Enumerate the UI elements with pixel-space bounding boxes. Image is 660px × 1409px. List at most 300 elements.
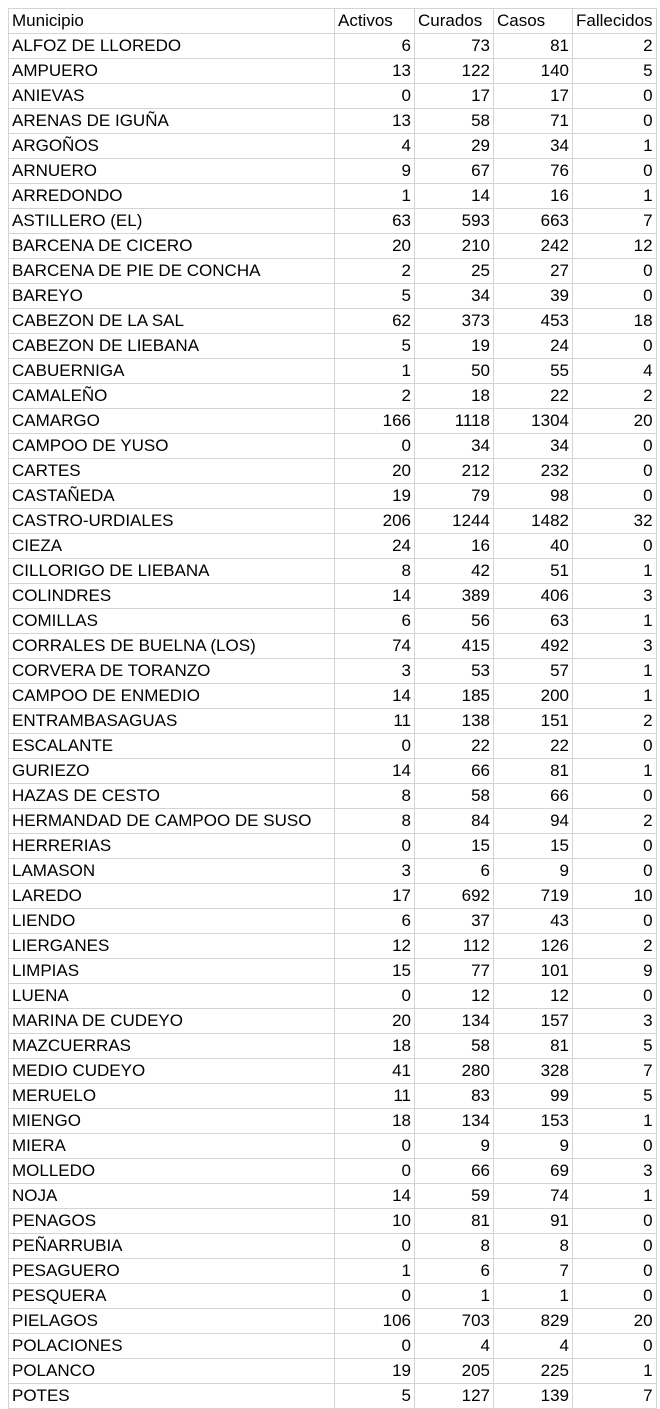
- cell-casos[interactable]: 200: [494, 684, 573, 709]
- table-row: [9, 1059, 657, 1084]
- cell-casos[interactable]: 22: [494, 734, 573, 759]
- cell-activos[interactable]: 20: [335, 1009, 415, 1034]
- cell-casos[interactable]: 17: [494, 84, 573, 109]
- cell-activos[interactable]: 1: [335, 184, 415, 209]
- cell-casos[interactable]: 1: [494, 1284, 573, 1309]
- cell-fallecidos[interactable]: 0: [573, 434, 657, 459]
- cell-curados[interactable]: 42: [415, 559, 494, 584]
- cell-fallecidos[interactable]: 20: [573, 409, 657, 434]
- cell-casos[interactable]: 63: [494, 609, 573, 634]
- cell-casos[interactable]: 492: [494, 634, 573, 659]
- cell-casos[interactable]: 16: [494, 184, 573, 209]
- table-row: [9, 909, 657, 934]
- cell-fallecidos[interactable]: 7: [573, 1384, 657, 1409]
- cell-fallecidos[interactable]: 0: [573, 1334, 657, 1359]
- cell-curados[interactable]: 415: [415, 634, 494, 659]
- cell-activos[interactable]: 11: [335, 1084, 415, 1109]
- cell-municipio[interactable]: CILLORIGO DE LIEBANA: [9, 559, 335, 584]
- cell-municipio[interactable]: HERRERIAS: [9, 834, 335, 859]
- table-row: [9, 1209, 657, 1234]
- cell-activos[interactable]: 0: [335, 1334, 415, 1359]
- cell-fallecidos[interactable]: 3: [573, 1159, 657, 1184]
- cell-casos[interactable]: 140: [494, 59, 573, 84]
- cell-casos[interactable]: 94: [494, 809, 573, 834]
- cell-casos[interactable]: 39: [494, 284, 573, 309]
- cell-fallecidos[interactable]: 0: [573, 459, 657, 484]
- cell-municipio[interactable]: ESCALANTE: [9, 734, 335, 759]
- table-row: [9, 584, 657, 609]
- cell-fallecidos[interactable]: 20: [573, 1309, 657, 1334]
- cell-fallecidos[interactable]: 1: [573, 1359, 657, 1384]
- cell-fallecidos[interactable]: 0: [573, 1284, 657, 1309]
- cell-activos[interactable]: 62: [335, 309, 415, 334]
- cell-activos[interactable]: 3: [335, 659, 415, 684]
- cell-municipio[interactable]: GURIEZO: [9, 759, 335, 784]
- cell-curados[interactable]: 4: [415, 1334, 494, 1359]
- cell-municipio[interactable]: ENTRAMBASAGUAS: [9, 709, 335, 734]
- cell-curados[interactable]: 84: [415, 809, 494, 834]
- cell-fallecidos[interactable]: 0: [573, 534, 657, 559]
- cell-casos[interactable]: 91: [494, 1209, 573, 1234]
- cell-municipio[interactable]: ARREDONDO: [9, 184, 335, 209]
- table-row: [9, 484, 657, 509]
- cell-curados[interactable]: 66: [415, 1159, 494, 1184]
- cell-activos[interactable]: 6: [335, 609, 415, 634]
- cell-municipio[interactable]: ANIEVAS: [9, 84, 335, 109]
- cell-curados[interactable]: 703: [415, 1309, 494, 1334]
- cell-casos[interactable]: 40: [494, 534, 573, 559]
- cell-casos[interactable]: 1482: [494, 509, 573, 534]
- cell-casos[interactable]: 51: [494, 559, 573, 584]
- cell-activos[interactable]: 0: [335, 734, 415, 759]
- cell-curados[interactable]: 692: [415, 884, 494, 909]
- table-row: [9, 234, 657, 259]
- cell-municipio[interactable]: PENAGOS: [9, 1209, 335, 1234]
- cell-activos[interactable]: 14: [335, 584, 415, 609]
- cell-activos[interactable]: 12: [335, 934, 415, 959]
- cell-curados[interactable]: 280: [415, 1059, 494, 1084]
- cell-curados[interactable]: 15: [415, 834, 494, 859]
- cell-fallecidos[interactable]: 2: [573, 809, 657, 834]
- cell-casos[interactable]: 4: [494, 1334, 573, 1359]
- cell-municipio[interactable]: CABEZON DE LA SAL: [9, 309, 335, 334]
- cell-fallecidos[interactable]: 0: [573, 1234, 657, 1259]
- cell-activos[interactable]: 0: [335, 84, 415, 109]
- cell-fallecidos[interactable]: 0: [573, 984, 657, 1009]
- cell-activos[interactable]: 2: [335, 259, 415, 284]
- cell-municipio[interactable]: CAMALEÑO: [9, 384, 335, 409]
- cell-activos[interactable]: 3: [335, 859, 415, 884]
- cell-activos[interactable]: 41: [335, 1059, 415, 1084]
- cell-fallecidos[interactable]: 2: [573, 384, 657, 409]
- cell-municipio[interactable]: LUENA: [9, 984, 335, 1009]
- cell-fallecidos[interactable]: 1: [573, 759, 657, 784]
- cell-fallecidos[interactable]: 0: [573, 859, 657, 884]
- cell-municipio[interactable]: CASTAÑEDA: [9, 484, 335, 509]
- cell-curados[interactable]: 185: [415, 684, 494, 709]
- cell-curados[interactable]: 1244: [415, 509, 494, 534]
- cell-fallecidos[interactable]: 18: [573, 309, 657, 334]
- header-cell-municipio[interactable]: Municipio: [9, 9, 335, 34]
- cell-municipio[interactable]: CABUERNIGA: [9, 359, 335, 384]
- cell-municipio[interactable]: CASTRO-URDIALES: [9, 509, 335, 534]
- cell-curados[interactable]: 122: [415, 59, 494, 84]
- cell-activos[interactable]: 19: [335, 1359, 415, 1384]
- cell-activos[interactable]: 0: [335, 1234, 415, 1259]
- cell-fallecidos[interactable]: 2: [573, 34, 657, 59]
- cell-casos[interactable]: 153: [494, 1109, 573, 1134]
- cell-fallecidos[interactable]: 10: [573, 884, 657, 909]
- cell-municipio[interactable]: CAMARGO: [9, 409, 335, 434]
- table-row: [9, 934, 657, 959]
- cell-fallecidos[interactable]: 0: [573, 1259, 657, 1284]
- cell-curados[interactable]: 73: [415, 34, 494, 59]
- cell-curados[interactable]: 112: [415, 934, 494, 959]
- cell-casos[interactable]: 242: [494, 234, 573, 259]
- cell-activos[interactable]: 6: [335, 909, 415, 934]
- cell-curados[interactable]: 593: [415, 209, 494, 234]
- header-cell-activos[interactable]: Activos: [335, 9, 415, 34]
- cell-municipio[interactable]: CAMPOO DE ENMEDIO: [9, 684, 335, 709]
- table-row: [9, 359, 657, 384]
- cell-casos[interactable]: 225: [494, 1359, 573, 1384]
- table-row: [9, 284, 657, 309]
- cell-activos[interactable]: 2: [335, 384, 415, 409]
- spreadsheet-table: [8, 8, 657, 1409]
- cell-fallecidos[interactable]: 2: [573, 934, 657, 959]
- cell-curados[interactable]: 50: [415, 359, 494, 384]
- cell-casos[interactable]: 139: [494, 1384, 573, 1409]
- cell-casos[interactable]: 57: [494, 659, 573, 684]
- cell-casos[interactable]: 719: [494, 884, 573, 909]
- cell-curados[interactable]: 58: [415, 109, 494, 134]
- cell-activos[interactable]: 0: [335, 434, 415, 459]
- cell-casos[interactable]: 34: [494, 134, 573, 159]
- cell-curados[interactable]: 138: [415, 709, 494, 734]
- cell-municipio[interactable]: BAREYO: [9, 284, 335, 309]
- cell-fallecidos[interactable]: 0: [573, 284, 657, 309]
- cell-municipio[interactable]: MARINA DE CUDEYO: [9, 1009, 335, 1034]
- cell-municipio[interactable]: CORRALES DE BUELNA (LOS): [9, 634, 335, 659]
- cell-municipio[interactable]: CIEZA: [9, 534, 335, 559]
- header-cell-curados[interactable]: Curados: [415, 9, 494, 34]
- cell-curados[interactable]: 210: [415, 234, 494, 259]
- cell-casos[interactable]: 328: [494, 1059, 573, 1084]
- cell-activos[interactable]: 20: [335, 459, 415, 484]
- cell-municipio[interactable]: HERMANDAD DE CAMPOO DE SUSO: [9, 809, 335, 834]
- cell-curados[interactable]: 29: [415, 134, 494, 159]
- cell-activos[interactable]: 4: [335, 134, 415, 159]
- cell-activos[interactable]: 0: [335, 984, 415, 1009]
- cell-municipio[interactable]: MIERA: [9, 1134, 335, 1159]
- cell-municipio[interactable]: AMPUERO: [9, 59, 335, 84]
- cell-activos[interactable]: 5: [335, 1384, 415, 1409]
- cell-fallecidos[interactable]: 0: [573, 484, 657, 509]
- cell-fallecidos[interactable]: 5: [573, 1034, 657, 1059]
- cell-curados[interactable]: 37: [415, 909, 494, 934]
- cell-casos[interactable]: 232: [494, 459, 573, 484]
- cell-municipio[interactable]: BARCENA DE PIE DE CONCHA: [9, 259, 335, 284]
- cell-municipio[interactable]: CARTES: [9, 459, 335, 484]
- cell-municipio[interactable]: PESQUERA: [9, 1284, 335, 1309]
- cell-casos[interactable]: 24: [494, 334, 573, 359]
- cell-curados[interactable]: 16: [415, 534, 494, 559]
- cell-casos[interactable]: 151: [494, 709, 573, 734]
- cell-municipio[interactable]: MOLLEDO: [9, 1159, 335, 1184]
- cell-casos[interactable]: 1304: [494, 409, 573, 434]
- cell-curados[interactable]: 127: [415, 1384, 494, 1409]
- cell-curados[interactable]: 59: [415, 1184, 494, 1209]
- cell-curados[interactable]: 14: [415, 184, 494, 209]
- header-cell-fallecidos[interactable]: Fallecidos: [573, 9, 657, 34]
- cell-municipio[interactable]: LIERGANES: [9, 934, 335, 959]
- cell-activos[interactable]: 13: [335, 109, 415, 134]
- cell-municipio[interactable]: LIMPIAS: [9, 959, 335, 984]
- cell-municipio[interactable]: POTES: [9, 1384, 335, 1409]
- cell-municipio[interactable]: MERUELO: [9, 1084, 335, 1109]
- cell-curados[interactable]: 1118: [415, 409, 494, 434]
- cell-curados[interactable]: 34: [415, 284, 494, 309]
- cell-activos[interactable]: 14: [335, 684, 415, 709]
- cell-fallecidos[interactable]: 7: [573, 209, 657, 234]
- cell-casos[interactable]: 7: [494, 1259, 573, 1284]
- cell-municipio[interactable]: PIELAGOS: [9, 1309, 335, 1334]
- cell-curados[interactable]: 212: [415, 459, 494, 484]
- cell-casos[interactable]: 27: [494, 259, 573, 284]
- table-row: [9, 434, 657, 459]
- cell-activos[interactable]: 10: [335, 1209, 415, 1234]
- cell-casos[interactable]: 12: [494, 984, 573, 1009]
- cell-activos[interactable]: 14: [335, 1184, 415, 1209]
- cell-curados[interactable]: 134: [415, 1109, 494, 1134]
- cell-fallecidos[interactable]: 5: [573, 59, 657, 84]
- cell-casos[interactable]: 101: [494, 959, 573, 984]
- cell-fallecidos[interactable]: 1: [573, 609, 657, 634]
- cell-activos[interactable]: 8: [335, 784, 415, 809]
- cell-casos[interactable]: 8: [494, 1234, 573, 1259]
- cell-activos[interactable]: 0: [335, 1134, 415, 1159]
- cell-municipio[interactable]: LIENDO: [9, 909, 335, 934]
- cell-municipio[interactable]: PESAGUERO: [9, 1259, 335, 1284]
- cell-municipio[interactable]: COMILLAS: [9, 609, 335, 634]
- cell-fallecidos[interactable]: 0: [573, 834, 657, 859]
- cell-activos[interactable]: 8: [335, 809, 415, 834]
- cell-fallecidos[interactable]: 0: [573, 159, 657, 184]
- table-row: [9, 834, 657, 859]
- cell-curados[interactable]: 6: [415, 1259, 494, 1284]
- cell-curados[interactable]: 18: [415, 384, 494, 409]
- cell-municipio[interactable]: CORVERA DE TORANZO: [9, 659, 335, 684]
- cell-curados[interactable]: 19: [415, 334, 494, 359]
- cell-fallecidos[interactable]: 0: [573, 1209, 657, 1234]
- cell-fallecidos[interactable]: 1: [573, 684, 657, 709]
- cell-curados[interactable]: 205: [415, 1359, 494, 1384]
- cell-curados[interactable]: 58: [415, 1034, 494, 1059]
- cell-fallecidos[interactable]: 0: [573, 259, 657, 284]
- cell-casos[interactable]: 15: [494, 834, 573, 859]
- cell-curados[interactable]: 6: [415, 859, 494, 884]
- cell-activos[interactable]: 0: [335, 834, 415, 859]
- cell-activos[interactable]: 20: [335, 234, 415, 259]
- cell-municipio[interactable]: LAMASON: [9, 859, 335, 884]
- cell-activos[interactable]: 24: [335, 534, 415, 559]
- cell-activos[interactable]: 166: [335, 409, 415, 434]
- cell-fallecidos[interactable]: 1: [573, 1184, 657, 1209]
- cell-casos[interactable]: 829: [494, 1309, 573, 1334]
- cell-casos[interactable]: 98: [494, 484, 573, 509]
- cell-casos[interactable]: 9: [494, 1134, 573, 1159]
- cell-activos[interactable]: 18: [335, 1034, 415, 1059]
- cell-casos[interactable]: 55: [494, 359, 573, 384]
- cell-casos[interactable]: 69: [494, 1159, 573, 1184]
- cell-casos[interactable]: 157: [494, 1009, 573, 1034]
- cell-fallecidos[interactable]: 4: [573, 359, 657, 384]
- table-row: [9, 1234, 657, 1259]
- cell-fallecidos[interactable]: 7: [573, 1059, 657, 1084]
- cell-casos[interactable]: 74: [494, 1184, 573, 1209]
- cell-casos[interactable]: 22: [494, 384, 573, 409]
- cell-casos[interactable]: 66: [494, 784, 573, 809]
- cell-casos[interactable]: 81: [494, 1034, 573, 1059]
- cell-municipio[interactable]: MEDIO CUDEYO: [9, 1059, 335, 1084]
- cell-fallecidos[interactable]: 0: [573, 334, 657, 359]
- cell-activos[interactable]: 206: [335, 509, 415, 534]
- cell-activos[interactable]: 8: [335, 559, 415, 584]
- cell-municipio[interactable]: ARGOÑOS: [9, 134, 335, 159]
- cell-curados[interactable]: 389: [415, 584, 494, 609]
- cell-activos[interactable]: 19: [335, 484, 415, 509]
- cell-fallecidos[interactable]: 0: [573, 1134, 657, 1159]
- cell-fallecidos[interactable]: 1: [573, 559, 657, 584]
- cell-curados[interactable]: 1: [415, 1284, 494, 1309]
- cell-activos[interactable]: 5: [335, 334, 415, 359]
- cell-curados[interactable]: 17: [415, 84, 494, 109]
- cell-casos[interactable]: 406: [494, 584, 573, 609]
- cell-curados[interactable]: 83: [415, 1084, 494, 1109]
- cell-municipio[interactable]: ARENAS DE IGUÑA: [9, 109, 335, 134]
- cell-activos[interactable]: 6: [335, 34, 415, 59]
- cell-casos[interactable]: 99: [494, 1084, 573, 1109]
- cell-activos[interactable]: 15: [335, 959, 415, 984]
- cell-fallecidos[interactable]: 1: [573, 184, 657, 209]
- cell-activos[interactable]: 13: [335, 59, 415, 84]
- cell-fallecidos[interactable]: 1: [573, 1109, 657, 1134]
- cell-activos[interactable]: 0: [335, 1159, 415, 1184]
- cell-activos[interactable]: 11: [335, 709, 415, 734]
- cell-municipio[interactable]: PEÑARRUBIA: [9, 1234, 335, 1259]
- cell-casos[interactable]: 663: [494, 209, 573, 234]
- cell-curados[interactable]: 12: [415, 984, 494, 1009]
- cell-curados[interactable]: 66: [415, 759, 494, 784]
- cell-municipio[interactable]: POLACIONES: [9, 1334, 335, 1359]
- cell-fallecidos[interactable]: 0: [573, 784, 657, 809]
- cell-casos[interactable]: 43: [494, 909, 573, 934]
- table-row: [9, 509, 657, 534]
- cell-activos[interactable]: 106: [335, 1309, 415, 1334]
- cell-casos[interactable]: 34: [494, 434, 573, 459]
- cell-casos[interactable]: 71: [494, 109, 573, 134]
- cell-fallecidos[interactable]: 3: [573, 584, 657, 609]
- cell-curados[interactable]: 58: [415, 784, 494, 809]
- cell-municipio[interactable]: HAZAS DE CESTO: [9, 784, 335, 809]
- table-row: [9, 59, 657, 84]
- cell-fallecidos[interactable]: 32: [573, 509, 657, 534]
- cell-municipio[interactable]: POLANCO: [9, 1359, 335, 1384]
- cell-fallecidos[interactable]: 0: [573, 909, 657, 934]
- cell-municipio[interactable]: MAZCUERRAS: [9, 1034, 335, 1059]
- cell-curados[interactable]: 67: [415, 159, 494, 184]
- cell-activos[interactable]: 0: [335, 1284, 415, 1309]
- table-row: [9, 634, 657, 659]
- cell-fallecidos[interactable]: 2: [573, 709, 657, 734]
- cell-fallecidos[interactable]: 9: [573, 959, 657, 984]
- cell-municipio[interactable]: COLINDRES: [9, 584, 335, 609]
- cell-municipio[interactable]: ARNUERO: [9, 159, 335, 184]
- cell-casos[interactable]: 126: [494, 934, 573, 959]
- cell-curados[interactable]: 8: [415, 1234, 494, 1259]
- cell-municipio[interactable]: MIENGO: [9, 1109, 335, 1134]
- cell-activos[interactable]: 9: [335, 159, 415, 184]
- cell-curados[interactable]: 373: [415, 309, 494, 334]
- cell-casos[interactable]: 9: [494, 859, 573, 884]
- cell-curados[interactable]: 79: [415, 484, 494, 509]
- cell-curados[interactable]: 77: [415, 959, 494, 984]
- cell-curados[interactable]: 9: [415, 1134, 494, 1159]
- cell-municipio[interactable]: BARCENA DE CICERO: [9, 234, 335, 259]
- cell-casos[interactable]: 81: [494, 759, 573, 784]
- cell-curados[interactable]: 56: [415, 609, 494, 634]
- table-row: [9, 809, 657, 834]
- cell-curados[interactable]: 134: [415, 1009, 494, 1034]
- cell-curados[interactable]: 22: [415, 734, 494, 759]
- header-row: [9, 9, 657, 34]
- cell-casos[interactable]: 81: [494, 34, 573, 59]
- cell-curados[interactable]: 34: [415, 434, 494, 459]
- header-cell-casos[interactable]: Casos: [494, 9, 573, 34]
- cell-municipio[interactable]: NOJA: [9, 1184, 335, 1209]
- cell-activos[interactable]: 17: [335, 884, 415, 909]
- cell-municipio[interactable]: ALFOZ DE LLOREDO: [9, 34, 335, 59]
- cell-curados[interactable]: 25: [415, 259, 494, 284]
- cell-activos[interactable]: 63: [335, 209, 415, 234]
- cell-fallecidos[interactable]: 1: [573, 134, 657, 159]
- cell-casos[interactable]: 453: [494, 309, 573, 334]
- cell-fallecidos[interactable]: 5: [573, 1084, 657, 1109]
- cell-municipio[interactable]: ASTILLERO (EL): [9, 209, 335, 234]
- table-row: [9, 959, 657, 984]
- cell-activos[interactable]: 5: [335, 284, 415, 309]
- cell-municipio[interactable]: CAMPOO DE YUSO: [9, 434, 335, 459]
- cell-curados[interactable]: 81: [415, 1209, 494, 1234]
- table-row: [9, 159, 657, 184]
- cell-fallecidos[interactable]: 0: [573, 734, 657, 759]
- cell-activos[interactable]: 14: [335, 759, 415, 784]
- cell-fallecidos[interactable]: 0: [573, 109, 657, 134]
- cell-fallecidos[interactable]: 12: [573, 234, 657, 259]
- cell-fallecidos[interactable]: 3: [573, 1009, 657, 1034]
- cell-fallecidos[interactable]: 0: [573, 84, 657, 109]
- cell-curados[interactable]: 53: [415, 659, 494, 684]
- cell-municipio[interactable]: LAREDO: [9, 884, 335, 909]
- cell-municipio[interactable]: CABEZON DE LIEBANA: [9, 334, 335, 359]
- cell-casos[interactable]: 76: [494, 159, 573, 184]
- cell-fallecidos[interactable]: 1: [573, 659, 657, 684]
- cell-activos[interactable]: 18: [335, 1109, 415, 1134]
- cell-fallecidos[interactable]: 3: [573, 634, 657, 659]
- cell-activos[interactable]: 1: [335, 1259, 415, 1284]
- cell-activos[interactable]: 1: [335, 359, 415, 384]
- cell-activos[interactable]: 74: [335, 634, 415, 659]
